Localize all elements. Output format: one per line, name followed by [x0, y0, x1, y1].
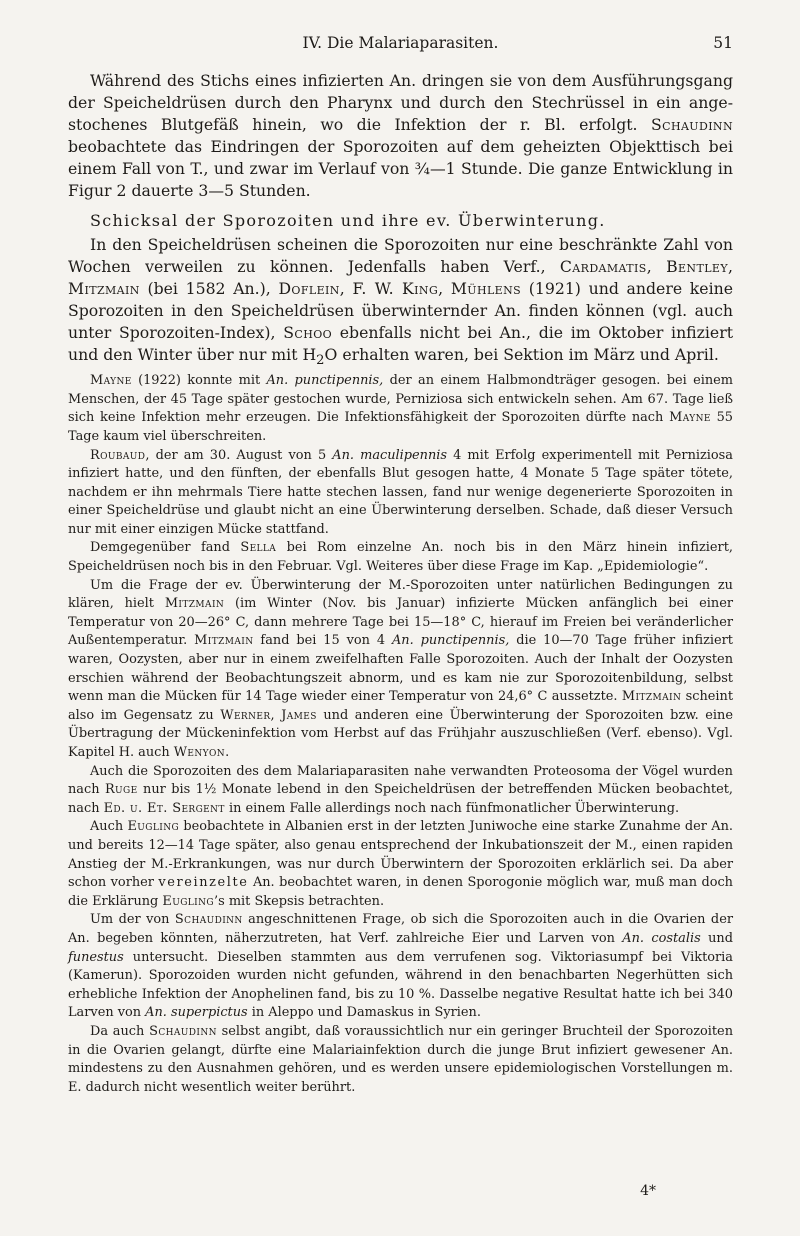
paragraph: In den Speicheldrüsen scheinen die Sporozoiten nur eine beschränkte Zahl von Wochen verweilen zu können. Jedenfalls haben Verf., Cardamatis, Bentley, Mitzmain (bei 1582 An.), Doflein, F. W. King, Mühlens (1921) und andere keine Sporozoiten in den Speicheldrüsen überwinternder An. finden können (vgl. auch unter Sporozoiten-Index), Schoo ebenfalls nicht bei An., die im Oktober infiziert und den Winter über nur mit $H_2O$ erhalten waren, bei Sektion im März und April.: [68, 235, 733, 369]
paragraph: Demgegenüber fand Sella bei Rom einzelne An. noch bis in den März hinein infiziert, Speicheldrüsen noch bis in den Februar. Vgl. Weiteres über diese Frage im Kap. „Epidemiologie“.: [68, 540, 733, 575]
small-print-block: [68, 372, 733, 1097]
chapter-title: IV. Die Malariaparasiten.: [302, 34, 499, 52]
signature-mark: 4*: [640, 1183, 656, 1199]
running-header: [68, 34, 733, 56]
paragraph: Da auch Schaudinn selbst angibt, daß voraussichtlich nur ein geringer Bruchteil der Sporozoiten in die Ovarien gelangt, dürfte eine Malariainfektion durch die junge Brut infiziert gewesener An. mindestens zu den Ausnahmen gehören, und es werden unsere epidemiologischen Vorstellungen m. E. dadurch nicht wesentlich weiter berührt.: [68, 1023, 733, 1095]
paragraph: Um die Frage der ev. Überwinterung der M.-Sporozoiten unter natürlichen Bedingungen zu klären, hielt Mitzmain (im Winter (Nov. bis Januar) infizierte Mücken anfänglich bei einer Temperatur von 20—26° C, dann mehrere Tage bei 15—18° C, hierauf im Freien bei veränderlicher Außentemperatur. Mitzmain fand bei 15 von 4 An. punctipennis, die 10—70 Tage früher infiziert waren, Oozysten, aber nur in einem zweifelhaften Falle Sporozoiten. Auch der Inhalt der Oozysten erschien während der Beobachtungszeit abnorm, und es kam nie zur Sporozoitenbildung, selbst wenn man die Mücken für 14 Tage wieder einer Temperatur von 24,6° C aussetzte. Mitzmain scheint also im Gegensatz zu Werner, James und anderen eine Überwinterung der Sporozoiten bzw. eine Übertragung der Mückeninfektion vom Herbst auf das Frühjahr auszuschließen (Verf. ebenso). Vgl. Kapitel H. auch Wenyon.: [68, 577, 734, 761]
paragraph: Um der von Schaudinn angeschnittenen Frage, ob sich die Sporozoiten auch in die Ovarien der An. begeben könnten, näherzutreten, hat Verf. zahlreiche Eier und Larven von An. costalis und funestus untersucht. Dieselben stammten aus dem verrufenen sog. Viktoriasumpf bei Viktoria (Kamerun). Sporozoiden wurden nicht gefunden, während in den benachbarten Negerhütten sich erhebliche Infektion der Anophelinen fand, bis zu 10 %. Dasselbe negative Resultat hatte ich bei 340 Larven von An. superpictus in Aleppo und Damaskus in Syrien.: [68, 912, 733, 1021]
intro-block: [68, 70, 733, 202]
author-name: Schaudinn: [651, 115, 733, 134]
intro-paragraph: Während des Stichs eines infizierten An. dringen sie von dem Ausführungsgang der Speicheldrüsen durch den Pharynx und durch den Stechrüssel in ein angestochenes Blutgefäß hinein, wo die Infektion der r. Bl. erfolgt. Schaudinn beobachtete das Eindringen der Sporozoiten auf dem geheizten Objekttisch bei einem Fall von T., und zwar im Verlauf von ¾—1 Stunde. Die ganze Entwicklung in Figur 2 dauerte 3—5 Stunden.: [68, 71, 733, 200]
section-heading: Schicksal der Sporozoiten und ihre ev. Überwinterung.: [90, 211, 606, 230]
main-paragraph-block: [68, 234, 733, 372]
paragraph: Mayne (1922) konnte mit An. punctipennis, der an einem Halbmondträger gesogen. bei einem Menschen, der 45 Tage später gestochen wurde, Perniziosa sich entwickeln sehen. Am 67. Tage ließ sich keine Infektion mehr erzeugen. Die Infektionsfähigkeit der Sporozoiten dürfte nach Mayne 55 Tage kaum viel überschreiten.: [68, 373, 733, 444]
page-body: [68, 70, 733, 1097]
paragraph: Auch Eugling beobachtete in Albanien erst in der letzten Juniwoche eine starke Zunahme der An. und bereits 12—14 Tage später, also genau entsprechend der Inkubationszeit der M., einen rapiden Anstieg der M.-Erkrankungen, was nur durch Überwintern der Sporozoiten erklärlich sei. Da aber schon vorher vereinzelte An. beobachtet waren, in denen Sporogonie möglich war, muß man doch die Erklärung Eugling’s mit Skepsis betrachten.: [68, 819, 734, 909]
page-number: 51: [713, 34, 733, 52]
paragraph: Roubaud, der am 30. August von 5 An. maculipennis 4 mit Erfolg experimentell mit Perniziosa infiziert hatte, und den fünften, der ebenfalls Blut gesogen hatte, 4 Monate 5 Tage später tötete, nachdem er ihn mehrmals Tiere hatte stechen lassen, fand nur wenige degenerierte Sporozoiten in einer Speicheldrüse und glaubt nicht an eine Überwinterung derselben. Schade, daß dieser Versuch nur mit einer einzigen Mücke stattfand.: [68, 447, 733, 537]
paragraph: Auch die Sporozoiten des dem Malariaparasiten nahe verwandten Proteosoma der Vögel wurden nach Ruge nur bis 1½ Monate lebend in den Speicheldrüsen der betreffenden Mücken beobachtet, nach Ed. u. Et. Sergent in einem Falle allerdings noch nach fünfmonatlicher Überwinterung.: [68, 763, 734, 816]
